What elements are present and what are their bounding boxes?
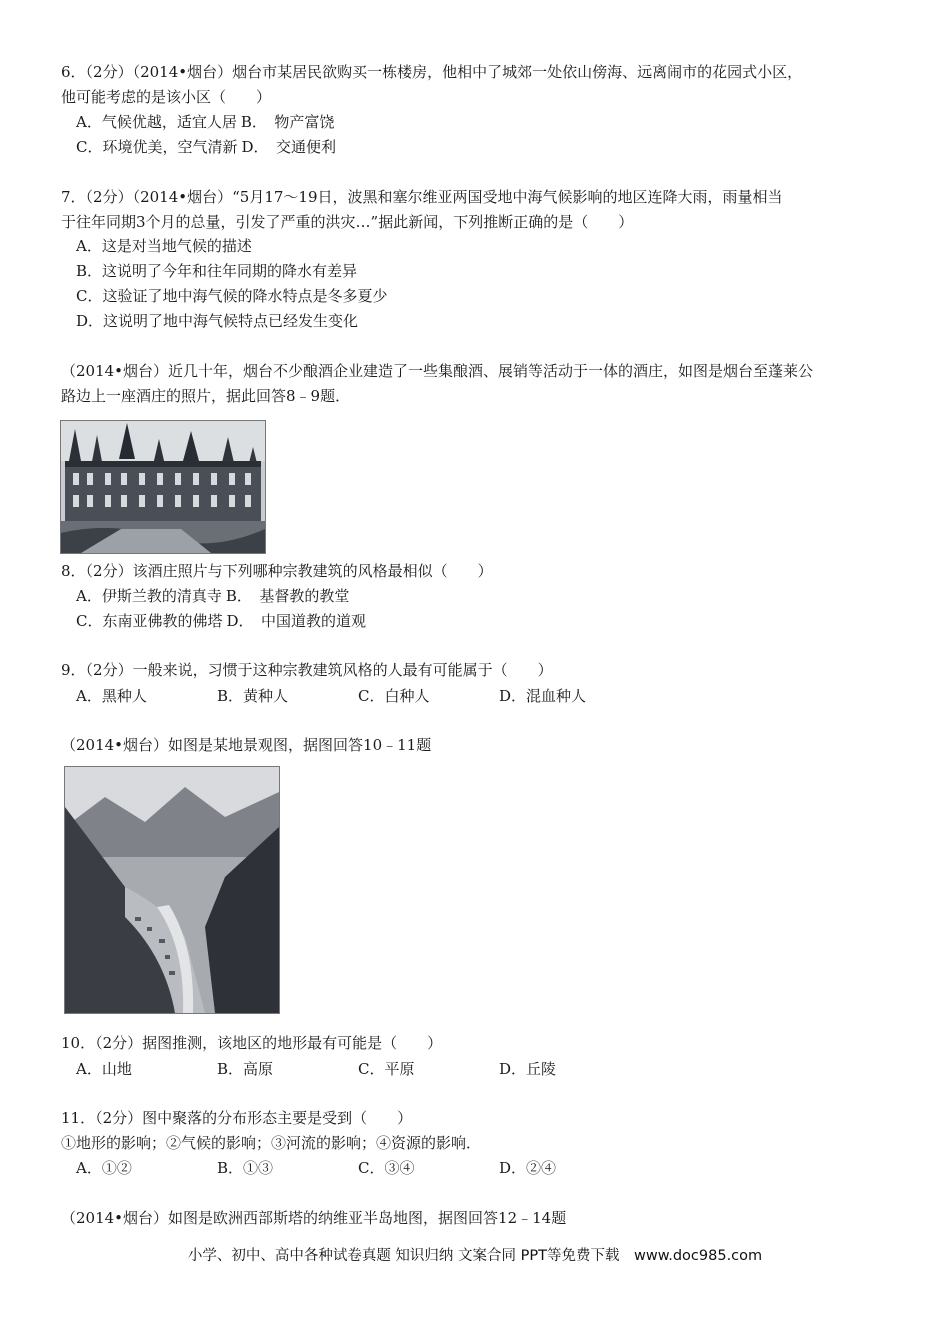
q9-option-c: C．白种人	[358, 687, 430, 705]
q10-option-b: B．高原	[217, 1060, 274, 1078]
q6-option-a: A．气候优越，适宜人居	[76, 113, 237, 131]
q7-option-a: A．这是对当地气候的描述	[76, 237, 252, 255]
q10-stem: 10．（2分）据图推测，该地区的地形最有可能是（ ）	[61, 1034, 443, 1052]
q11-options	[76, 1158, 556, 1178]
q6-option-d: D． 交通便利	[241, 138, 337, 156]
q7-stem-line2: 于往年同期3个月的总量，引发了严重的洪灾…”据此新闻，下列推断正确的是（ ）	[61, 213, 634, 231]
q8-options-row2	[76, 611, 366, 631]
q11-option-a: A．①②	[76, 1159, 132, 1177]
q11-stem: 11．（2分）图中聚落的分布形态主要是受到（ ）	[61, 1109, 413, 1127]
q8-options-row1	[76, 586, 349, 606]
q8-stem: 8．（2分）该酒庄照片与下列哪种宗教建筑的风格最相似（ ）	[61, 562, 493, 580]
winery-photo	[60, 420, 266, 554]
q7-option-b: B．这说明了今年和往年同期的降水有差异	[76, 262, 358, 280]
q9-option-a: A．黑种人	[76, 687, 147, 705]
valley-landscape-image	[65, 767, 279, 1013]
q8-option-b: B． 基督教的教堂	[225, 587, 350, 605]
q7-option-c: C．这验证了地中海气候的降水特点是冬多夏少	[76, 287, 388, 305]
q9-stem: 9．（2分）一般来说，习惯于这种宗教建筑风格的人最有可能属于（ ）	[61, 661, 553, 679]
q10-option-d: D．丘陵	[499, 1060, 557, 1078]
winery-castle-image	[61, 421, 265, 553]
q8-option-c: C．东南亚佛教的佛塔	[76, 612, 223, 630]
q11-option-b: B．①③	[217, 1159, 274, 1177]
q8-option-d: D． 中国道教的道观	[226, 612, 367, 630]
q7-stem-line1: 7．（2分）（2014•烟台）“5月17～19日，波黑和塞尔维亚两国受地中海气候影响的地区连降大雨，雨量相当	[61, 188, 783, 206]
q6-options-row2	[76, 137, 336, 157]
q11-option-d: D．②④	[499, 1159, 557, 1177]
intro-8-9-line2: 路边上一座酒庄的照片，据此回答8﹣9题．	[61, 387, 351, 405]
q11-sub: ①地形的影响；②气候的影响；③河流的影响；④资源的影响．	[61, 1134, 482, 1152]
page-footer: 小学、初中、高中各种试卷真题 知识归纳 文案合同 PPT等免费下载 www.doc985.com	[187, 1248, 763, 1264]
q9-option-b: B．黄种人	[217, 687, 289, 705]
q11-option-c: C．③④	[358, 1159, 415, 1177]
q6-stem-line1: 6．（2分）（2014•烟台）烟台市某居民欲购买一栋楼房，他相中了城郊一处依山傍海、远离闹市的花园式小区，	[61, 63, 803, 81]
q10-option-a: A．山地	[76, 1060, 132, 1078]
intro-8-9-line1: （2014•烟台）近几十年，烟台不少酿酒企业建造了一些集酿酒、展销等活动于一体的酒庄，如图是烟台至蓬莱公	[61, 362, 814, 380]
q6-option-b: B． 物产富饶	[240, 113, 335, 131]
intro-12-14-line1: （2014•烟台）如图是欧洲西部斯塔的纳维亚半岛地图，据图回答12﹣14题	[61, 1209, 567, 1227]
q10-options	[76, 1059, 556, 1079]
q6-stem-line2: 他可能考虑的是该小区（ ）	[61, 88, 272, 106]
valley-photo	[64, 766, 280, 1014]
q10-option-c: C．平原	[358, 1060, 415, 1078]
q9-options	[76, 686, 586, 706]
q6-option-c: C．环境优美，空气清新	[76, 138, 238, 156]
q7-option-d: D．这说明了地中海气候特点已经发生变化	[76, 312, 359, 330]
q9-option-d: D．混血种人	[499, 687, 587, 705]
q6-options-row1	[76, 112, 334, 132]
q8-option-a: A．伊斯兰教的清真寺	[76, 587, 222, 605]
intro-10-11-line1: （2014•烟台）如图是某地景观图，据图回答10﹣11题	[61, 736, 432, 754]
